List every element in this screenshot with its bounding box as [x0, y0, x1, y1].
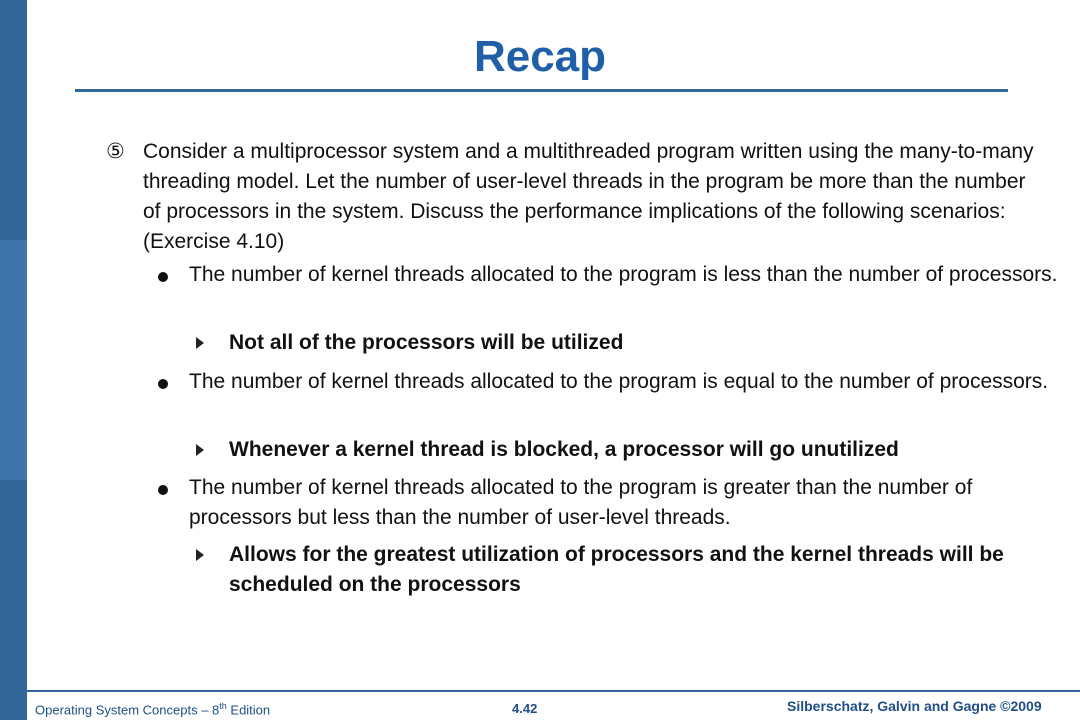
footer-authors: Silberschatz, Galvin and Gagne ©2009 — [787, 698, 1042, 714]
question-text: Consider a multiprocessor system and a multithreaded program written using the many-to-many threading model. Let the number of user-level threads in the program be more than the number of processors in the system. Discuss the performance implications of the following scenarios: (Exercise 4.10) — [143, 140, 1034, 253]
footer-book-suffix: Edition — [226, 702, 271, 718]
left-accent-bar-segment — [0, 240, 27, 480]
bullet-dot-icon — [158, 272, 168, 282]
title-divider — [75, 89, 1008, 92]
bullet-item — [158, 367, 1058, 397]
footer-book-title — [35, 701, 270, 717]
footer-divider — [27, 690, 1080, 692]
footer-book-prefix: Operating System Concepts – 8 — [35, 702, 220, 718]
question-number: ⑤ — [106, 140, 125, 163]
triangle-arrow-icon — [196, 444, 204, 456]
bullet-text: The number of kernel threads allocated to the program is greater than the number of processors but less than the number of user-level threads. — [189, 476, 973, 529]
footer-book-sup: th — [219, 701, 227, 711]
bullet-dot-icon — [158, 485, 168, 495]
sub-bullet-text: Allows for the greatest utilization of processors and the kernel threads will be scheduled on the processors — [229, 543, 1004, 596]
bullet-text: The number of kernel threads allocated to the program is less than the number of processors. — [189, 263, 1058, 286]
sub-bullet-text: Not all of the processors will be utilized — [229, 331, 624, 354]
left-accent-bar — [0, 0, 27, 720]
bullet-text: The number of kernel threads allocated to the program is equal to the number of processors. — [189, 370, 1049, 393]
bullet-item — [158, 473, 1058, 533]
sub-bullet-item — [196, 435, 1046, 465]
bullet-item — [158, 260, 1058, 290]
footer-page-number: 4.42 — [512, 701, 538, 716]
triangle-arrow-icon — [196, 337, 204, 349]
sub-bullet-item — [196, 328, 1046, 358]
question-block — [106, 137, 1046, 257]
slide-title: Recap — [473, 32, 607, 81]
triangle-arrow-icon — [196, 549, 204, 561]
bullet-dot-icon — [158, 379, 168, 389]
sub-bullet-text: Whenever a kernel thread is blocked, a processor will go unutilized — [229, 438, 899, 461]
sub-bullet-item — [196, 540, 1046, 600]
